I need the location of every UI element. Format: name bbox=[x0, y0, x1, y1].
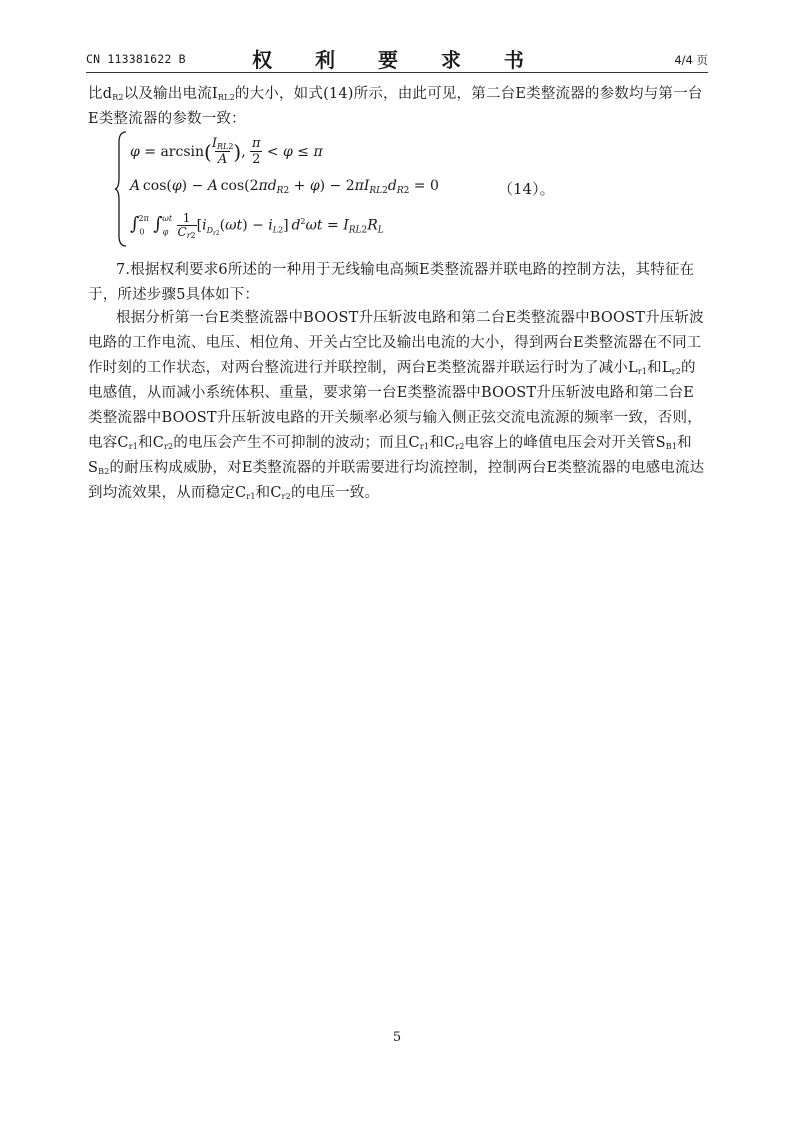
para-text-11: 的电压一致。 bbox=[290, 485, 380, 501]
intro-sub-2: RL2 bbox=[217, 93, 235, 102]
equation-line-3: $\int_0^{2\pi}$ $\int_\varphi^{\omega t}$ 1 $C_{r2}[i_{D_{r2}}(\omega t) - i_{L2}] d^2\omega t = I_{RL2}R_L$ bbox=[130, 211, 384, 240]
para-text-9: 的耐压构成威胁，对E类整流器的并联需要进行均流控制，控制两台E类整流器的电感电流达到均流效果，从而稳定C bbox=[88, 460, 705, 501]
equation-line-1 bbox=[130, 136, 323, 167]
intro-paragraph bbox=[88, 82, 708, 132]
intro-text-1: 比d bbox=[88, 86, 113, 102]
sub-cr2a: r2 bbox=[164, 442, 174, 451]
intro-text-3: 的大小，如式(14)所示，由此可见，第二台E类整流器的参数均与第一台E类整流器的参数一致： bbox=[88, 86, 703, 127]
para-text-7: 电容上的峰值电压会对开关管S bbox=[464, 435, 666, 451]
para-text-10: 和C bbox=[255, 485, 282, 501]
intro-text-2: 以及输出电流I bbox=[123, 86, 218, 102]
claim-7-body bbox=[88, 306, 708, 506]
sub-cr1c: r1 bbox=[246, 492, 256, 501]
claim-7: 7.根据权利要求6所述的一种用于无线输电高频E类整流器并联电路的控制方法，其特征在于，所述步骤5具体如下： bbox=[88, 262, 695, 303]
equation-line-2: A cos(φ) − A $\cos(2\pi d_{R2} + \varphi) - 2\pi I_{RL2}d_{R2} = 0$ bbox=[130, 178, 439, 196]
page-indicator: 4/4 页 bbox=[674, 53, 708, 67]
sub-sb2: B2 bbox=[98, 467, 110, 476]
equation-number: （14）。 bbox=[498, 180, 555, 198]
document-id: CN 113381622 B bbox=[86, 52, 186, 66]
equation-14 bbox=[114, 130, 439, 248]
para-text-4: 和C bbox=[138, 435, 165, 451]
para-text-1: 根据分析第一台E类整流器中BOOST升压斩波电路和第二台E类整流器中BOOST升压斩波电路的工作电流、电压、相位角、开关占空比及输出电流的大小，得到两台E类整流器在不同工作时刻的工作状态，对两台整流进行并联控制，两台E类整流器并联运行时为了减小L bbox=[88, 310, 704, 376]
sub-cr1b: r1 bbox=[419, 442, 430, 451]
sub-cr2b: r2 bbox=[455, 442, 465, 451]
para-text-3: 的电感值，从而减小系统体积、重量，要求第一台E类整流器中BOOST升压斩波电路和第二台E类整流器中BOOST升压斩波电路的开关频率必须与输入侧正弦交流电流源的频率一致，否则，电容C bbox=[88, 360, 702, 451]
para-text-8: 和S bbox=[88, 435, 692, 476]
sub-cr2c: r2 bbox=[281, 492, 291, 501]
intro-sub-1: R2 bbox=[112, 93, 124, 102]
page-header bbox=[86, 44, 708, 70]
page-number: 5 bbox=[392, 1030, 402, 1045]
sub-sb1: B1 bbox=[665, 442, 678, 451]
sub-lr2: r2 bbox=[671, 367, 681, 376]
para-text-6: 和C bbox=[429, 435, 456, 451]
para-text-2: 和L bbox=[647, 360, 672, 376]
para-text-5: 的电压会产生不可抑制的波动；而且C bbox=[173, 435, 420, 451]
document-section-title: 权 利 要 求 书 bbox=[252, 48, 542, 72]
header-divider bbox=[86, 72, 708, 73]
left-brace bbox=[114, 130, 128, 248]
sub-lr1: r1 bbox=[637, 367, 648, 376]
eq-line-1-content: $\varphi = \arcsin(I_{RL2}$ A ), $\frac{\pi}{2} < \varphi \le \pi$ bbox=[130, 136, 323, 167]
sub-cr1a: r1 bbox=[128, 442, 139, 451]
